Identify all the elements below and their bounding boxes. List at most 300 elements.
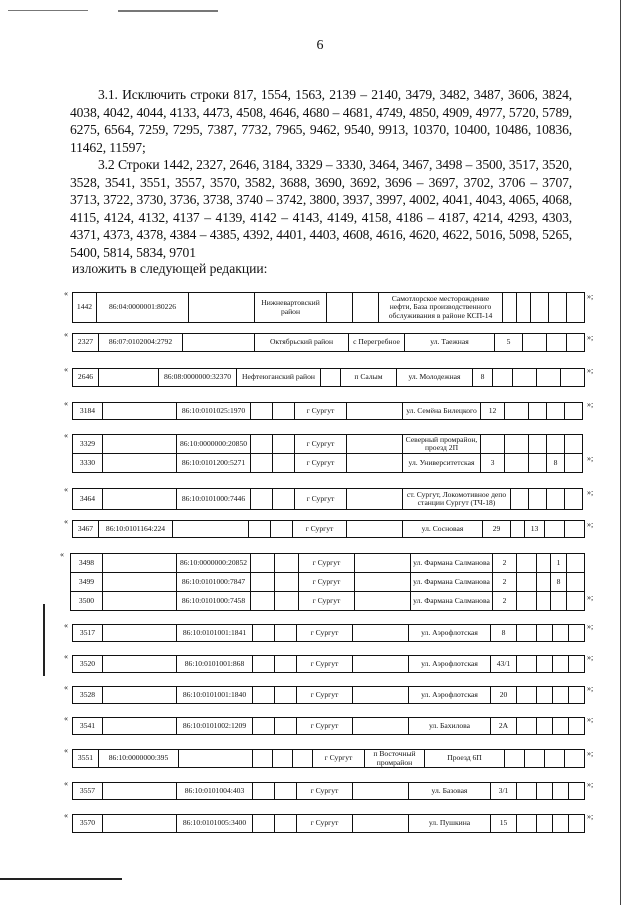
empty-cell — [253, 750, 273, 768]
empty-cell — [275, 783, 297, 800]
cadastral-number — [103, 783, 177, 800]
cadastral-number — [99, 369, 159, 387]
empty-cell — [545, 750, 565, 768]
empty-cell — [545, 521, 565, 538]
municipality: г Сургут — [295, 435, 347, 454]
open-quote: « — [64, 330, 68, 339]
cadastral-number-alt — [179, 750, 253, 768]
empty-cell — [253, 783, 275, 800]
cadastral-number-alt: 86:10:0000000:20852 — [177, 554, 251, 573]
house — [517, 293, 531, 323]
address: ул. Фармана Салманова — [411, 592, 493, 611]
row-number: 3184 — [73, 403, 103, 420]
open-quote: « — [64, 399, 68, 408]
empty-cell — [253, 687, 275, 704]
unit — [551, 592, 567, 611]
cadastral-number-alt: 86:10:0101005:3400 — [177, 815, 253, 833]
row-number: 3570 — [73, 815, 103, 833]
empty-cell — [251, 435, 273, 454]
empty-cell — [565, 435, 583, 454]
record-table — [72, 686, 585, 704]
settlement: с Перегребное — [349, 334, 405, 352]
open-quote: « — [64, 746, 68, 755]
house — [511, 489, 529, 510]
address: ул. Аэрофлотская — [409, 625, 491, 642]
empty-cell — [553, 783, 569, 800]
row-number: 3541 — [73, 718, 103, 735]
empty-cell — [537, 625, 553, 642]
cadastral-number — [103, 656, 177, 673]
unit — [517, 687, 537, 704]
address: ул. Сосновая — [403, 521, 483, 538]
empty-cell — [567, 592, 585, 611]
settlement — [347, 403, 403, 420]
empty-cell — [537, 718, 553, 735]
empty-cell — [253, 625, 275, 642]
close-quote: »; — [587, 622, 594, 631]
paragraph-3-2: 3.2 Строки 1442, 2327, 2646, 3184, 3329 – 3330, 3464, 3467, 3498 – 3500, 3517, 3520, 3528, 3541, 3551, 3557, 3570, 3582, 3688, 3690, 3692, 3696 – 3697, 3702, 3706 – 3707, 3713, 3722, 3730, 3736, 3738, 3740 – 3742, 3800, 3937, 3997, 4002, 4041, 4043, 4065, 4068, 4115, 4124, 4132, 4137 – 4139, 4142 – 4143, 4149, 4158, 4186 – 4187, 4214, 4293, 4303, 4371, 4373, 4378, 4384 – 4385, 4392, 4401, 4403, 4608, 4616, 4620, 4622, 5016, 5098, 5265, 5400, 5814, 5834, 9701 — [70, 157, 572, 260]
empty-cell — [531, 293, 549, 323]
record-table — [70, 553, 585, 611]
empty-cell — [275, 592, 299, 611]
empty-cell — [537, 573, 551, 592]
unit — [525, 750, 545, 768]
empty-cell — [249, 521, 271, 538]
settlement — [347, 454, 403, 473]
empty-cell — [275, 718, 297, 735]
empty-cell — [251, 454, 273, 473]
lead-line: изложить в следующей редакции: — [72, 261, 268, 276]
address: Проезд 6П — [425, 750, 505, 768]
empty-cell — [253, 656, 275, 673]
municipality: г Сургут — [295, 454, 347, 473]
house: 8 — [491, 625, 517, 642]
empty-cell — [273, 489, 295, 510]
house: 12 — [481, 403, 505, 420]
row-number: 3464 — [73, 489, 103, 510]
open-quote: « — [64, 811, 68, 820]
empty-cell — [271, 521, 293, 538]
open-quote: « — [64, 683, 68, 692]
municipality: г Сургут — [313, 750, 365, 768]
cadastral-number-alt: 86:10:0101000:7847 — [177, 573, 251, 592]
record-table — [72, 402, 583, 420]
settlement — [347, 521, 403, 538]
house — [505, 750, 525, 768]
empty-cell — [537, 554, 551, 573]
open-quote: « — [60, 550, 64, 559]
row-number: 3528 — [73, 687, 103, 704]
settlement — [353, 783, 409, 800]
row-number: 3551 — [73, 750, 99, 768]
table-row — [73, 718, 585, 735]
table-row — [73, 783, 585, 800]
unit — [549, 293, 567, 323]
empty-cell — [565, 403, 583, 420]
empty-cell — [251, 489, 273, 510]
empty-cell — [565, 521, 585, 538]
cadastral-number-alt — [189, 293, 255, 323]
empty-cell — [565, 489, 583, 510]
scan-edge-line — [0, 878, 122, 880]
unit — [523, 334, 547, 352]
cadastral-number — [103, 573, 177, 592]
close-quote: »; — [587, 715, 594, 724]
table-row — [73, 293, 585, 323]
empty-cell — [567, 293, 585, 323]
empty-cell — [547, 403, 565, 420]
empty-cell — [553, 718, 569, 735]
settlement: п Салым — [341, 369, 397, 387]
empty-cell — [517, 592, 537, 611]
settlement — [353, 293, 379, 323]
municipality: г Сургут — [299, 592, 355, 611]
municipality: г Сургут — [299, 554, 355, 573]
municipality: Октябрьский район — [255, 334, 349, 352]
row-number: 3520 — [73, 656, 103, 673]
cadastral-number — [103, 718, 177, 735]
record-table — [72, 782, 585, 800]
record-table — [72, 749, 585, 768]
municipality: г Сургут — [297, 815, 353, 833]
table-row — [73, 815, 585, 833]
empty-cell — [273, 435, 295, 454]
empty-cell — [569, 783, 585, 800]
row-number: 3498 — [71, 554, 103, 573]
table-row — [71, 554, 585, 573]
empty-cell — [537, 369, 561, 387]
empty-cell — [569, 718, 585, 735]
address: ул. Университетская — [403, 454, 481, 473]
address: ул. Семёна Билецкого — [403, 403, 481, 420]
close-quote: »; — [587, 292, 594, 301]
empty-cell — [547, 489, 565, 510]
empty-cell — [553, 656, 569, 673]
empty-cell — [251, 592, 275, 611]
cadastral-number-alt: 86:10:0101001:1841 — [177, 625, 253, 642]
empty-cell — [273, 403, 295, 420]
table-row — [71, 592, 585, 611]
empty-cell — [251, 573, 275, 592]
settlement — [347, 435, 403, 454]
cadastral-number — [103, 592, 177, 611]
house: 3 — [481, 454, 505, 473]
close-quote: »; — [587, 333, 594, 342]
empty-cell — [275, 554, 299, 573]
unit — [493, 369, 513, 387]
empty-cell — [567, 334, 585, 352]
table-row — [73, 687, 585, 704]
cadastral-number-alt: 86:10:0101001:1840 — [177, 687, 253, 704]
address: ул. Бахилова — [409, 718, 491, 735]
empty-cell — [511, 521, 525, 538]
close-quote: »; — [587, 684, 594, 693]
empty-cell — [529, 435, 547, 454]
empty-cell — [537, 783, 553, 800]
table-row — [73, 435, 583, 454]
table-row — [71, 573, 585, 592]
empty-cell — [275, 687, 297, 704]
table-row — [73, 334, 585, 352]
cadastral-number — [103, 435, 177, 454]
unit — [517, 718, 537, 735]
record-table — [72, 368, 585, 387]
open-quote: « — [64, 289, 68, 298]
open-quote: « — [64, 517, 68, 526]
empty-cell — [273, 750, 293, 768]
unit — [529, 489, 547, 510]
record-table — [72, 520, 585, 538]
cadastral-number-alt: 86:10:0101000:7458 — [177, 592, 251, 611]
open-quote: « — [64, 365, 68, 374]
record-table — [72, 333, 585, 352]
empty-cell — [569, 656, 585, 673]
row-number: 1442 — [73, 293, 97, 323]
table-row — [73, 403, 583, 420]
empty-cell — [569, 687, 585, 704]
empty-cell — [275, 573, 299, 592]
record-table — [72, 814, 585, 833]
cadastral-number — [103, 454, 177, 473]
cadastral-number-alt: 86:10:0101025:1970 — [177, 403, 251, 420]
municipality: г Сургут — [297, 783, 353, 800]
open-quote: « — [64, 652, 68, 661]
row-number: 3467 — [73, 521, 99, 538]
empty-cell — [275, 625, 297, 642]
cadastral-number: 86:10:0000000:395 — [99, 750, 179, 768]
open-quote: « — [64, 779, 68, 788]
close-quote: »; — [587, 400, 594, 409]
cadastral-number — [103, 815, 177, 833]
scan-artifact — [8, 10, 88, 11]
settlement — [353, 656, 409, 673]
municipality: г Сургут — [299, 573, 355, 592]
open-quote: « — [64, 485, 68, 494]
cadastral-number — [103, 625, 177, 642]
cadastral-number — [103, 554, 177, 573]
close-quote: »; — [587, 780, 594, 789]
empty-cell — [253, 815, 275, 833]
cadastral-number: 86:07:0102004:2792 — [99, 334, 183, 352]
empty-cell — [547, 334, 567, 352]
empty-cell — [293, 750, 313, 768]
close-quote: »; — [587, 520, 594, 529]
close-quote: »; — [587, 366, 594, 375]
cadastral-number-alt: 86:10:0101000:7446 — [177, 489, 251, 510]
unit — [517, 783, 537, 800]
municipality: г Сургут — [297, 656, 353, 673]
address: ул. Аэрофлотская — [409, 656, 491, 673]
cadastral-number-alt: 86:10:0101002:1209 — [177, 718, 253, 735]
cadastral-number — [103, 489, 177, 510]
cadastral-number-alt — [173, 521, 249, 538]
cadastral-number-alt: 86:10:0101001:868 — [177, 656, 253, 673]
record-table — [72, 434, 583, 473]
empty-cell — [505, 454, 529, 473]
empty-cell — [547, 435, 565, 454]
unit: 8 — [547, 454, 565, 473]
record-table — [72, 624, 585, 642]
settlement — [355, 554, 411, 573]
empty-cell — [517, 554, 537, 573]
municipality: Нижневартовский район — [255, 293, 327, 323]
empty-cell — [253, 718, 275, 735]
address: ул. Молодежная — [397, 369, 473, 387]
settlement: п Восточный промрайон — [365, 750, 425, 768]
address: ул. Базовая — [409, 783, 491, 800]
house: 43/1 — [491, 656, 517, 673]
scan-edge-line — [620, 0, 621, 905]
record-table — [72, 488, 583, 510]
settlement — [353, 625, 409, 642]
record-table — [72, 292, 585, 323]
empty-cell — [537, 815, 553, 833]
empty-cell — [567, 554, 585, 573]
settlement — [353, 718, 409, 735]
open-quote: « — [64, 431, 68, 440]
address: ул. Фармана Салманова — [411, 573, 493, 592]
empty-cell — [529, 403, 547, 420]
empty-cell — [567, 573, 585, 592]
house: 15 — [491, 815, 517, 833]
municipality: г Сургут — [295, 489, 347, 510]
empty-cell — [565, 750, 585, 768]
row-number: 3329 — [73, 435, 103, 454]
record-table — [72, 717, 585, 735]
empty-cell — [251, 403, 273, 420]
empty-cell — [561, 369, 585, 387]
empty-cell — [553, 815, 569, 833]
empty-cell — [553, 625, 569, 642]
address: ст. Сургут, Локомотивное депо станции Сургут (ТЧ-18) — [403, 489, 511, 510]
empty-cell — [529, 454, 547, 473]
open-quote: « — [64, 621, 68, 630]
settlement — [355, 592, 411, 611]
close-quote: »; — [587, 749, 594, 758]
table-row — [73, 656, 585, 673]
municipality: г Сургут — [297, 687, 353, 704]
empty-cell — [517, 573, 537, 592]
address: Самотлорское месторождение нефти, База производственного обслуживания в районе КСП-14 — [379, 293, 503, 323]
house — [481, 435, 505, 454]
settlement — [353, 687, 409, 704]
paragraph-3-1: 3.1. Исключить строки 817, 1554, 1563, 2139 – 2140, 3479, 3482, 3487, 3606, 3824, 4038, 4042, 4044, 4133, 4473, 4508, 4646, 4680 – 4681, 4749, 4850, 4909, 4977, 5720, 5789, 6275, 6564, 7259, 7295, 7387, 7732, 7965, 9462, 9540, 9913, 10370, 10400, 10486, 10836, 11462, 11597; — [70, 87, 572, 155]
cadastral-number: 86:04:0000001:80226 — [97, 293, 189, 323]
unit — [505, 435, 529, 454]
row-number: 2327 — [73, 334, 99, 352]
empty-cell — [569, 815, 585, 833]
scan-edge-line — [43, 604, 45, 676]
unit: 13 — [525, 521, 545, 538]
unit: 1 — [551, 554, 567, 573]
empty-cell — [275, 656, 297, 673]
close-quote: »; — [587, 488, 594, 497]
settlement — [353, 815, 409, 833]
settlement — [355, 573, 411, 592]
empty-cell — [537, 592, 551, 611]
address: ул. Аэрофлотская — [409, 687, 491, 704]
empty-cell — [251, 554, 275, 573]
empty-cell — [553, 687, 569, 704]
empty-cell — [321, 369, 341, 387]
house: 20 — [491, 687, 517, 704]
cadastral-number-alt: 86:10:0101004:403 — [177, 783, 253, 800]
house: 5 — [495, 334, 523, 352]
municipality: г Сургут — [297, 718, 353, 735]
record-table — [72, 655, 585, 673]
close-quote: »; — [587, 653, 594, 662]
close-quote: »; — [587, 593, 594, 602]
row-number: 3557 — [73, 783, 103, 800]
municipality: Нефтеюганский район — [237, 369, 321, 387]
scan-artifact — [118, 10, 218, 12]
empty-cell — [569, 625, 585, 642]
row-number: 3500 — [71, 592, 103, 611]
house: 29 — [483, 521, 511, 538]
table-row — [73, 454, 583, 473]
page-number: 6 — [316, 38, 324, 53]
empty-cell — [275, 815, 297, 833]
cadastral-number-alt: 86:10:0101200:5271 — [177, 454, 251, 473]
table-row — [73, 369, 585, 387]
row-number: 3517 — [73, 625, 103, 642]
close-quote: »; — [587, 812, 594, 821]
house: 8 — [473, 369, 493, 387]
empty-cell — [537, 687, 553, 704]
row-number: 3330 — [73, 454, 103, 473]
empty-cell — [537, 656, 553, 673]
house: 3/1 — [491, 783, 517, 800]
table-row — [73, 625, 585, 642]
close-quote: »; — [587, 454, 594, 463]
unit — [517, 625, 537, 642]
empty-cell — [327, 293, 353, 323]
house: 2 — [493, 554, 517, 573]
cadastral-number-alt: 86:08:0000000:32370 — [159, 369, 237, 387]
table-row — [73, 489, 583, 510]
empty-cell — [513, 369, 537, 387]
empty-cell — [273, 454, 295, 473]
house: 2А — [491, 718, 517, 735]
row-number: 2646 — [73, 369, 99, 387]
row-number: 3499 — [71, 573, 103, 592]
municipality: г Сургут — [295, 403, 347, 420]
settlement — [347, 489, 403, 510]
cadastral-number-alt — [183, 334, 255, 352]
unit — [505, 403, 529, 420]
address: ул. Фармана Салманова — [411, 554, 493, 573]
unit — [517, 815, 537, 833]
municipality: г Сургут — [297, 625, 353, 642]
cadastral-number: 86:10:0101164:224 — [99, 521, 173, 538]
cadastral-number — [103, 403, 177, 420]
empty-cell — [565, 454, 583, 473]
cadastral-number — [103, 687, 177, 704]
house: 2 — [493, 592, 517, 611]
municipality: г Сургут — [293, 521, 347, 538]
address: ул. Таежная — [405, 334, 495, 352]
unit — [517, 656, 537, 673]
table-row — [73, 521, 585, 538]
address: Северный промрайон, проезд 2П — [403, 435, 481, 454]
empty-cell — [503, 293, 517, 323]
unit: 8 — [551, 573, 567, 592]
table-row — [73, 750, 585, 768]
cadastral-number-alt: 86:10:0000000:20850 — [177, 435, 251, 454]
house: 2 — [493, 573, 517, 592]
address: ул. Пушкина — [409, 815, 491, 833]
open-quote: « — [64, 714, 68, 723]
